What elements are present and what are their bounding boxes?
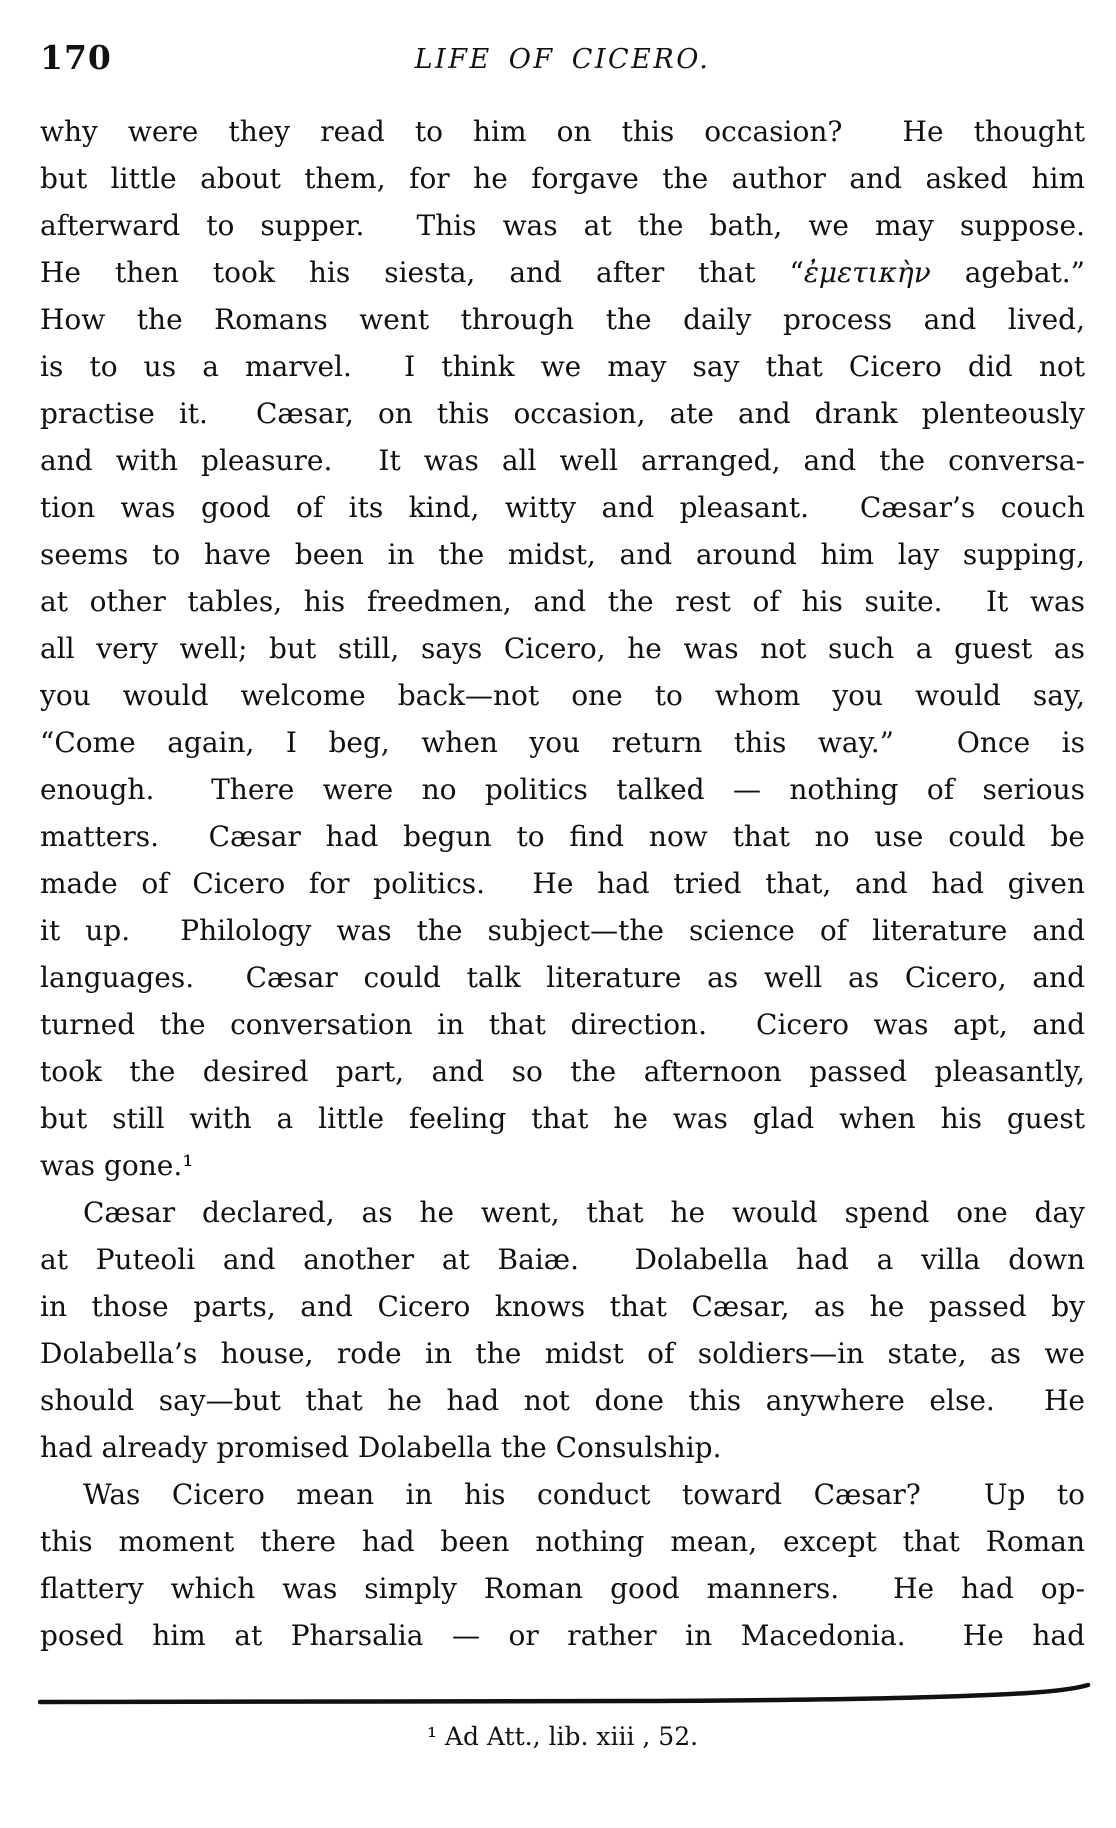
text-line <box>40 202 1085 249</box>
text-line <box>40 1612 1085 1659</box>
footnote-rule <box>38 1682 1092 1708</box>
paragraph <box>40 108 1085 1189</box>
text-segment: at other tables, his freedmen, and the rest of his suite. It was <box>40 585 1085 618</box>
text-line <box>40 813 1085 860</box>
text-segment: tion was good of its kind, witty and pleasant. Cæsar’s couch <box>40 491 1085 524</box>
text-segment: agebat.” <box>930 256 1085 289</box>
text-segment: seems to have been in the midst, and around him lay supping, <box>40 538 1085 571</box>
text-line <box>40 1283 1085 1330</box>
text-segment: made of Cicero for politics. He had tried that, and had given <box>40 867 1085 900</box>
text-segment: languages. Cæsar could talk literature as well as Cicero, and <box>40 961 1085 994</box>
text-segment: “Come again, I beg, when you return this way.” Once is <box>40 726 1085 759</box>
text-line <box>40 531 1085 578</box>
text-line <box>40 1424 1085 1471</box>
text-line <box>40 907 1085 954</box>
text-segment: all very well; but still, says Cicero, he was not such a guest as <box>40 632 1085 665</box>
text-segment: He then took his siesta, and after that “ <box>40 256 804 289</box>
text-line <box>40 390 1085 437</box>
paragraph <box>40 1471 1085 1659</box>
text-segment: Cæsar declared, as he went, that he would spend one day <box>83 1196 1085 1229</box>
text-segment: was gone.¹ <box>40 1149 194 1182</box>
text-line <box>40 1095 1085 1142</box>
text-segment: but little about them, for he forgave the author and asked him <box>40 162 1085 195</box>
text-segment: why were they read to him on this occasion? He thought <box>40 115 1085 148</box>
text-segment: flattery which was simply Roman good manners. He had op- <box>40 1572 1085 1605</box>
text-line <box>40 625 1085 672</box>
text-segment: took the desired part, and so the afternoon passed pleasantly, <box>40 1055 1085 1088</box>
text-line <box>40 343 1085 390</box>
text-segment: Dolabella’s house, rode in the midst of soldiers—in state, as we <box>40 1337 1085 1370</box>
text-line <box>40 1377 1085 1424</box>
text-segment: Was Cicero mean in his conduct toward Cæsar? Up to <box>83 1478 1085 1511</box>
text-segment: turned the conversation in that direction. Cicero was apt, and <box>40 1008 1085 1041</box>
text-line <box>40 155 1085 202</box>
paragraph <box>40 1189 1085 1471</box>
text-line <box>40 1471 1085 1518</box>
text-segment: had already promised Dolabella the Consulship. <box>40 1431 722 1464</box>
text-line <box>40 719 1085 766</box>
running-head: LIFE OF CICERO. <box>414 44 711 75</box>
text-segment: How the Romans went through the daily process and lived, <box>40 303 1085 336</box>
text-segment: in those parts, and Cicero knows that Cæsar, as he passed by <box>40 1290 1085 1323</box>
text-line <box>40 1565 1085 1612</box>
text-line <box>40 1189 1085 1236</box>
text-line <box>40 954 1085 1001</box>
text-line <box>40 1001 1085 1048</box>
text-segment: practise it. Cæsar, on this occasion, ate and drank plenteously <box>40 397 1085 430</box>
text-segment: is to us a marvel. I think we may say that Cicero did not <box>40 350 1085 383</box>
text-segment: it up. Philology was the subject—the science of literature and <box>40 914 1085 947</box>
text-segment: posed him at Pharsalia — or rather in Macedonia. He had <box>40 1619 1085 1652</box>
text-line <box>40 249 1085 296</box>
text-segment: you would welcome back—not one to whom you would say, <box>40 679 1085 712</box>
text-segment: should say—but that he had not done this anywhere else. He <box>40 1384 1085 1417</box>
text-line <box>40 296 1085 343</box>
text-segment: at Puteoli and another at Baiæ. Dolabella had a villa down <box>40 1243 1085 1276</box>
greek-phrase: ἐμετικὴν <box>803 256 931 289</box>
text-segment: and with pleasure. It was all well arranged, and the conversa- <box>40 444 1085 477</box>
text-line <box>40 437 1085 484</box>
text-line <box>40 484 1085 531</box>
text-line <box>40 1236 1085 1283</box>
text-line <box>40 578 1085 625</box>
text-line <box>40 108 1085 155</box>
page-header <box>40 38 1085 78</box>
text-segment: matters. Cæsar had begun to find now that no use could be <box>40 820 1085 853</box>
text-line <box>40 672 1085 719</box>
body-text <box>40 108 1085 1659</box>
page-number: 170 <box>40 38 112 77</box>
text-line <box>40 1518 1085 1565</box>
footnote: ¹ Ad Att., lib. xiii , 52. <box>426 1722 699 1751</box>
text-segment: enough. There were no politics talked — nothing of serious <box>40 773 1085 806</box>
text-line <box>40 1330 1085 1377</box>
text-line <box>40 1142 1085 1189</box>
text-line <box>40 766 1085 813</box>
text-line <box>40 860 1085 907</box>
text-segment: afterward to supper. This was at the bath, we may suppose. <box>40 209 1085 242</box>
text-segment: this moment there had been nothing mean, except that Roman <box>40 1525 1085 1558</box>
text-segment: but still with a little feeling that he was glad when his guest <box>40 1102 1085 1135</box>
text-line <box>40 1048 1085 1095</box>
